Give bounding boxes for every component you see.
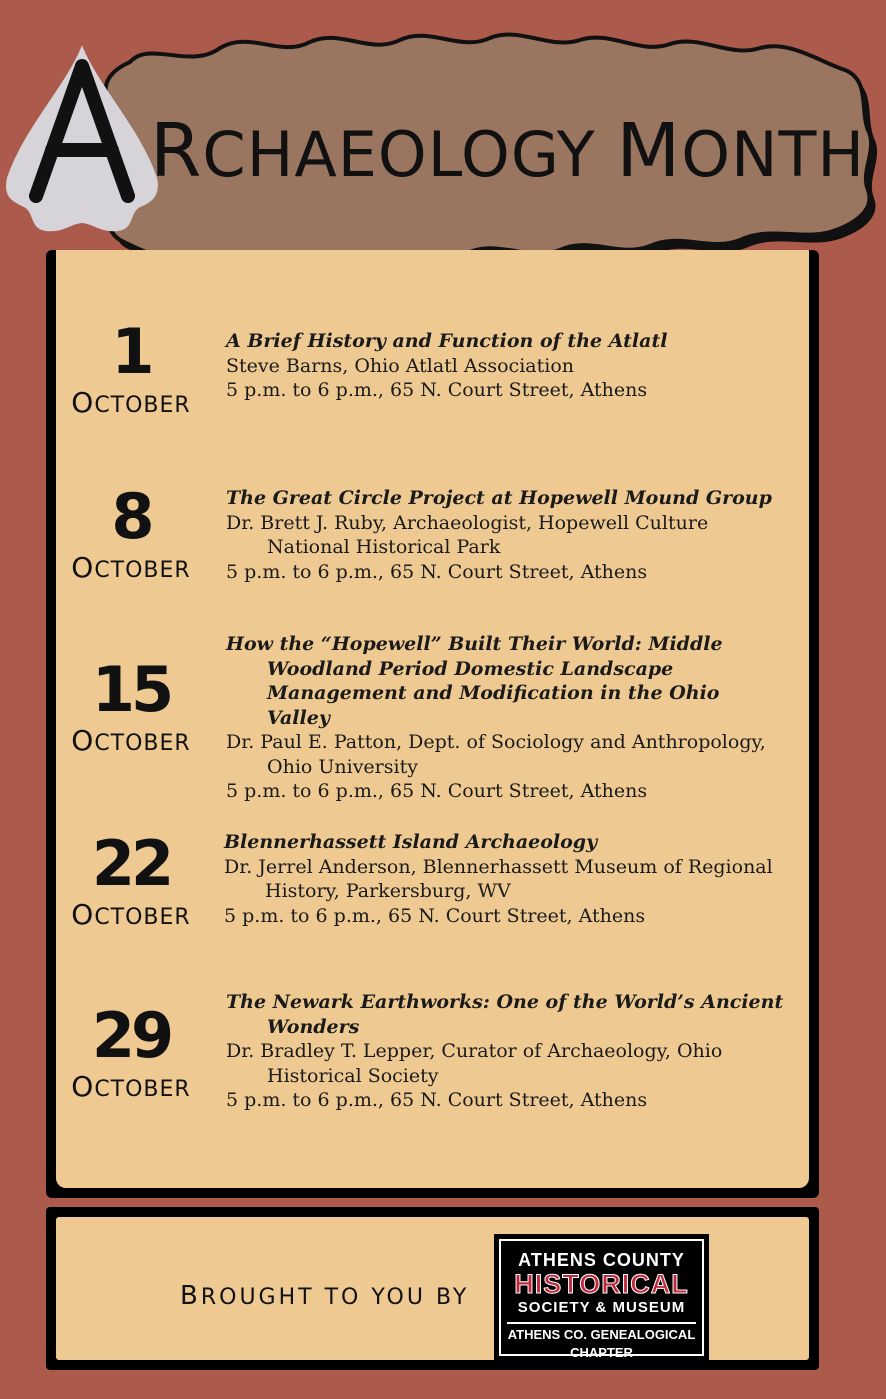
logo-line-1: ATHENS COUNTY <box>518 1250 685 1270</box>
event-month: OCTOBER <box>71 898 191 931</box>
event-title: Blennerhassett Island Archaeology <box>224 831 598 853</box>
event-info <box>226 486 786 584</box>
event-date <box>64 827 198 931</box>
events-panel <box>46 250 819 1198</box>
title-initial-m: M <box>616 108 682 194</box>
event-speaker: Dr. Paul E. Patton, Dept. of Sociology and Anthropology, Ohio University <box>226 731 766 778</box>
title-word2: ONTH <box>681 118 865 191</box>
event-when: 5 p.m. to 6 p.m., 65 N. Court Street, Athens <box>226 1089 648 1111</box>
title-initial-r: R <box>150 108 203 194</box>
event-date <box>64 653 198 757</box>
event-month: OCTOBER <box>71 1070 191 1103</box>
event-date <box>64 999 198 1103</box>
brought-to-you-by: BROUGHT TO YOU BY <box>180 1281 470 1311</box>
event-day: 8 <box>111 480 151 553</box>
event-title: A Brief History and Function of the Atlatl <box>226 330 668 352</box>
event-when: 5 p.m. to 6 p.m., 65 N. Court Street, Athens <box>226 780 648 802</box>
event-month: OCTOBER <box>71 724 191 757</box>
event-speaker: Dr. Bradley T. Lepper, Curator of Archaeology, Ohio Historical Society <box>226 1040 723 1087</box>
logo-line-2: HISTORICAL <box>514 1269 689 1299</box>
event-speaker: Steve Barns, Ohio Atlatl Association <box>226 354 574 377</box>
event-when: 5 p.m. to 6 p.m., 65 N. Court Street, Athens <box>226 379 648 401</box>
event-month: OCTOBER <box>71 551 191 584</box>
event-info <box>226 329 786 403</box>
event-date <box>64 315 198 419</box>
page-title <box>150 108 865 194</box>
event-title: The Newark Earthworks: One of the World’s Ancient Wonders <box>226 991 784 1038</box>
footer-panel-inner <box>56 1217 809 1360</box>
event-when: 5 p.m. to 6 p.m., 65 N. Court Street, Athens <box>226 560 648 583</box>
event-info <box>224 830 784 928</box>
event-date <box>64 480 198 584</box>
event-info <box>226 632 786 804</box>
header-banner <box>0 0 886 290</box>
event-day: 15 <box>91 653 171 726</box>
event-title: How the “Hopewell” Built Their World: Middle Woodland Period Domestic Landscape Management and Modification in the Ohio Valley <box>226 633 723 729</box>
event-when: 5 p.m. to 6 p.m., 65 N. Court Street, Athens <box>224 904 646 927</box>
historical-society-logo <box>494 1234 709 1361</box>
event-month: OCTOBER <box>71 386 191 419</box>
event-day: 22 <box>91 827 171 900</box>
logo-line-4: ATHENS CO. GENEALOGICAL CHAPTER <box>507 1322 696 1362</box>
event-day: 1 <box>111 315 151 388</box>
footer-panel <box>46 1207 819 1370</box>
event-speaker: Dr. Brett J. Ruby, Archaeologist, Hopewell Culture National Historical Park <box>226 511 709 558</box>
title-word1: CHAEOLOGY <box>202 118 596 191</box>
event-title: The Great Circle Project at Hopewell Mound Group <box>226 487 772 509</box>
event-day: 29 <box>91 999 171 1072</box>
logo-line-3: SOCIETY & MUSEUM <box>517 1299 686 1316</box>
event-info <box>226 990 786 1113</box>
event-speaker: Dr. Jerrel Anderson, Blennerhassett Museum of Regional History, Parkersburg, WV <box>224 855 773 902</box>
